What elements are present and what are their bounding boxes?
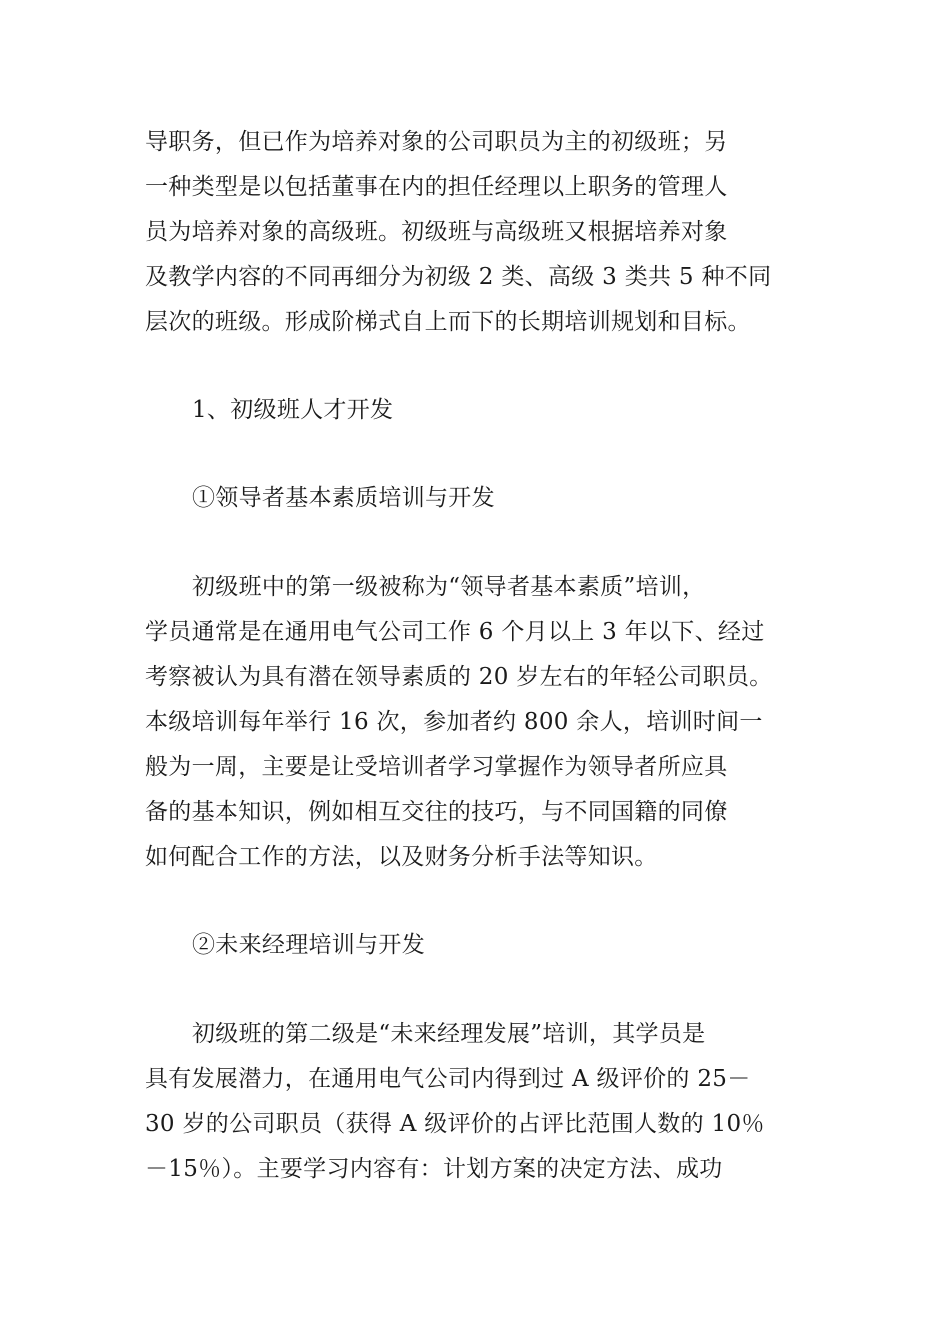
paragraph-line: 学员通常是在通用电气公司工作 6 个月以上 3 年以下、经过 — [145, 619, 765, 645]
paragraph-line: 及教学内容的不同再细分为初级 2 类、高级 3 类共 5 种不同 — [145, 264, 772, 290]
paragraph-line: 导职务，但已作为培养对象的公司职员为主的初级班；另 — [145, 129, 728, 155]
section-heading: 1、初级班人才开发 — [192, 397, 394, 423]
paragraph-line: 层次的班级。形成阶梯式自上而下的长期培训规划和目标。 — [145, 309, 751, 335]
paragraph-line: 初级班中的第一级被称为“领导者基本素质”培训， — [192, 574, 706, 600]
subsection-heading: ①领导者基本素质培训与开发 — [192, 485, 495, 511]
paragraph-line: 考察被认为具有潜在领导素质的 20 岁左右的年轻公司职员。 — [145, 664, 773, 690]
paragraph-line: 如何配合工作的方法，以及财务分析手法等知识。 — [145, 844, 658, 870]
subsection-heading: ②未来经理培训与开发 — [192, 932, 425, 958]
paragraph-line: 30 岁的公司职员（获得 A 级评价的占评比范围人数的 10％ — [145, 1111, 765, 1137]
paragraph-line: 一种类型是以包括董事在内的担任经理以上职务的管理人 — [145, 174, 728, 200]
paragraph-line: 具有发展潜力，在通用电气公司内得到过 A 级评价的 25－ — [145, 1066, 751, 1092]
paragraph-line: 员为培养对象的高级班。初级班与高级班又根据培养对象 — [145, 219, 728, 245]
paragraph-line: 般为一周，主要是让受培训者学习掌握作为领导者所应具 — [145, 754, 728, 780]
paragraph-line: 初级班的第二级是“未来经理发展”培训，其学员是 — [192, 1021, 706, 1047]
paragraph-line: －15％）。主要学习内容有：计划方案的决定方法、成功 — [145, 1156, 723, 1182]
paragraph-line: 备的基本知识，例如相互交往的技巧，与不同国籍的同僚 — [145, 799, 728, 825]
paragraph-line: 本级培训每年举行 16 次，参加者约 800 余人，培训时间一 — [145, 709, 763, 735]
